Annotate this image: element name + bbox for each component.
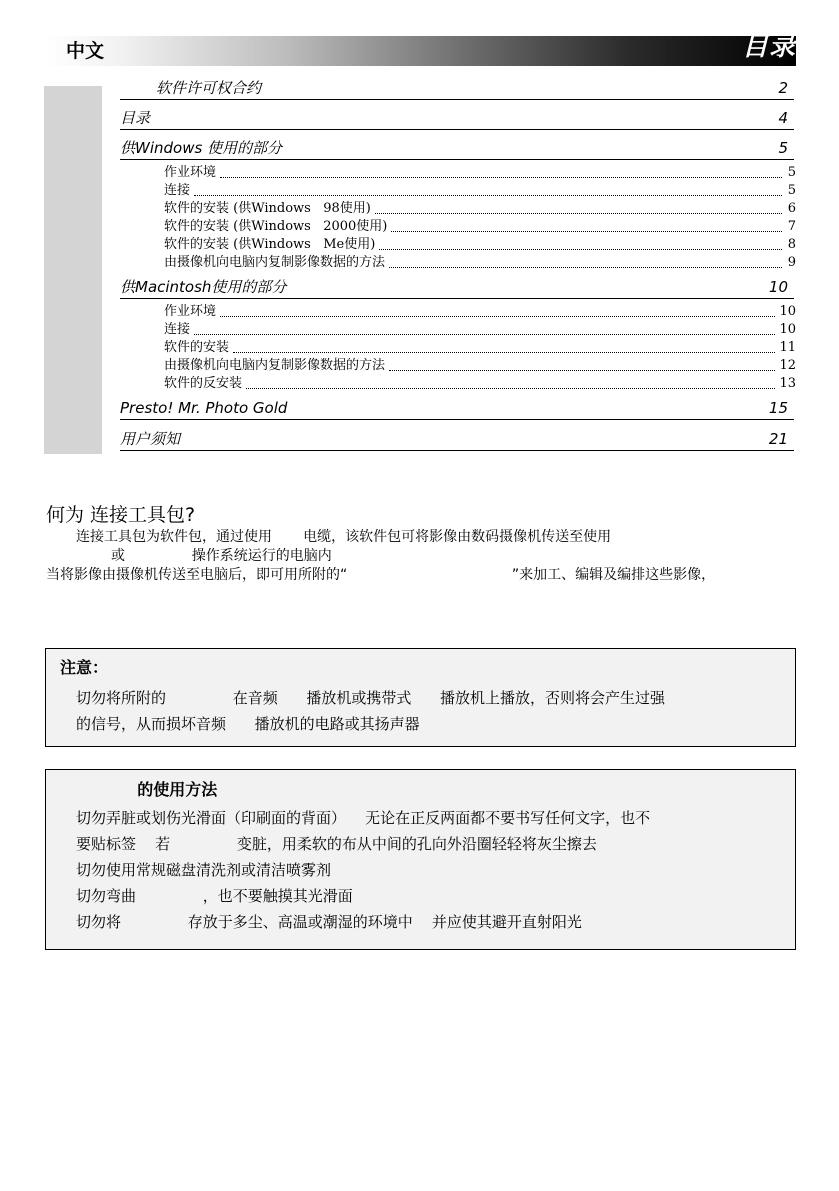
toc-subentry-page: 13 — [779, 376, 796, 391]
toc-subentry[interactable] — [164, 357, 796, 375]
toc-subentry-label: 连接 — [164, 183, 191, 198]
toc-subentry-page: 6 — [787, 201, 796, 216]
toc-entry-page: 21 — [768, 430, 788, 448]
toc-leader-dots — [389, 370, 775, 371]
toc-entry-page: 15 — [768, 399, 788, 417]
toc-entry-macintosh[interactable] — [120, 276, 794, 299]
toc-subentry-label: 作业环境 — [164, 165, 217, 180]
toc-entry-presto[interactable] — [120, 397, 794, 420]
intro-paragraph-line: 当将影像由摄像机传送至电脑后，即可用所附的“ ”来加工、编辑及编排这些影像， — [46, 567, 716, 583]
intro-heading: 何为 连接工具包? — [46, 504, 196, 526]
language-label: 中文 — [66, 40, 105, 62]
toc-leader-dots — [194, 334, 775, 335]
toc-subentry-label: 软件的反安装 — [164, 376, 243, 391]
toc-subentry-label: 连接 — [164, 322, 191, 337]
toc-subentry[interactable] — [164, 182, 796, 200]
toc-entry-label: 软件许可权合约 — [156, 79, 262, 97]
toc-entry-windows[interactable] — [120, 137, 794, 160]
notice-text-line: 的信号，从而损坏音频 播放机的电路或其扬声器 — [76, 715, 420, 733]
intro-paragraph-line: 或 操作系统运行的电脑内 — [111, 548, 332, 564]
toc-subentry-label: 软件的安装 (供Windows 98使用) — [164, 201, 371, 216]
header-bar — [44, 36, 796, 66]
toc-leader-dots — [233, 352, 775, 353]
toc-subentry[interactable] — [164, 164, 796, 182]
notice-box — [45, 648, 796, 747]
usage-text-line: 切勿将 存放于多尘、高温或潮湿的环境中 并应使其避开直射阳光 — [76, 913, 582, 931]
usage-title: 的使用方法 — [76, 780, 218, 799]
toc-subentry-page: 5 — [787, 165, 796, 180]
toc-subentry[interactable] — [164, 375, 796, 393]
toc-subentry-page: 8 — [787, 237, 796, 252]
toc-entry-page: 4 — [778, 109, 788, 127]
toc-subentry-page: 9 — [787, 255, 796, 270]
usage-box — [45, 769, 796, 950]
toc-subentry-label: 作业环境 — [164, 304, 217, 319]
toc-subentry-page: 10 — [779, 322, 796, 337]
toc-subentry-page: 12 — [779, 358, 796, 373]
toc-entry-license[interactable] — [120, 77, 794, 100]
toc-subentry[interactable] — [164, 254, 796, 272]
toc-subentry-label: 软件的安装 (供Windows 2000使用) — [164, 219, 388, 234]
toc-entry-user-notice[interactable] — [120, 428, 794, 451]
toc-leader-dots — [379, 249, 782, 250]
toc-entry-label: 供Windows 使用的部分 — [120, 139, 283, 157]
toc-subentry[interactable] — [164, 339, 796, 357]
toc-leader-dots — [375, 213, 782, 214]
toc-title: 目录 — [741, 32, 796, 62]
toc-subentry-page: 5 — [787, 183, 796, 198]
intro-paragraph-line: 连接工具包为软件包，通过使用 电缆，该软件包可将影像由数码摄像机传送至使用 — [76, 529, 612, 545]
toc-entry-label: 用户须知 — [120, 430, 181, 448]
toc-subentry[interactable] — [164, 200, 796, 218]
toc-entry-contents[interactable] — [120, 107, 794, 130]
toc-leader-dots — [246, 388, 775, 389]
toc-subentry-label: 由摄像机向电脑内复制影像数据的方法 — [164, 255, 386, 270]
toc-subentry[interactable] — [164, 218, 796, 236]
toc-entry-page: 10 — [768, 278, 788, 296]
toc-subentry[interactable] — [164, 236, 796, 254]
toc-subentry[interactable] — [164, 303, 796, 321]
toc-leader-dots — [220, 177, 782, 178]
toc-sidebar-block — [44, 86, 102, 454]
usage-text-line: 要贴标签 若 变脏，用柔软的布从中间的孔向外沿圈轻轻将灰尘擦去 — [76, 835, 597, 853]
toc-leader-dots — [220, 316, 775, 317]
toc-subentry-label: 软件的安装 (供Windows Me使用) — [164, 237, 376, 252]
toc-subentry-label: 软件的安装 — [164, 340, 230, 355]
toc-subentry-label: 由摄像机向电脑内复制影像数据的方法 — [164, 358, 386, 373]
toc-leader-dots — [389, 267, 782, 268]
toc-entry-label: 供Macintosh使用的部分 — [120, 278, 287, 296]
toc-entry-label: 目录 — [120, 109, 151, 127]
usage-text-line: 切勿弯曲 ，也不要触摸其光滑面 — [76, 887, 353, 905]
usage-text-line: 切勿弄脏或划伤光滑面（印刷面的背面） 无论在正反两面都不要书写任何文字，也不 — [76, 809, 651, 827]
toc-entry-label: Presto! Mr. Photo Gold — [120, 399, 288, 417]
toc-entry-page: 5 — [778, 139, 788, 157]
toc-leader-dots — [194, 195, 782, 196]
toc-entry-page: 2 — [778, 79, 788, 97]
usage-text-line: 切勿使用常规磁盘清洗剂或清洁喷雾剂 — [76, 861, 332, 879]
notice-title: 注意： — [60, 658, 109, 677]
notice-text-line: 切勿将所附的 在音频 播放机或携带式 播放机上播放，否则将会产生过强 — [76, 689, 665, 707]
toc-subentry[interactable] — [164, 321, 796, 339]
toc-subentry-page: 11 — [779, 340, 796, 355]
toc-leader-dots — [391, 231, 782, 232]
toc-subentry-page: 7 — [787, 219, 796, 234]
toc-subentry-page: 10 — [779, 304, 796, 319]
